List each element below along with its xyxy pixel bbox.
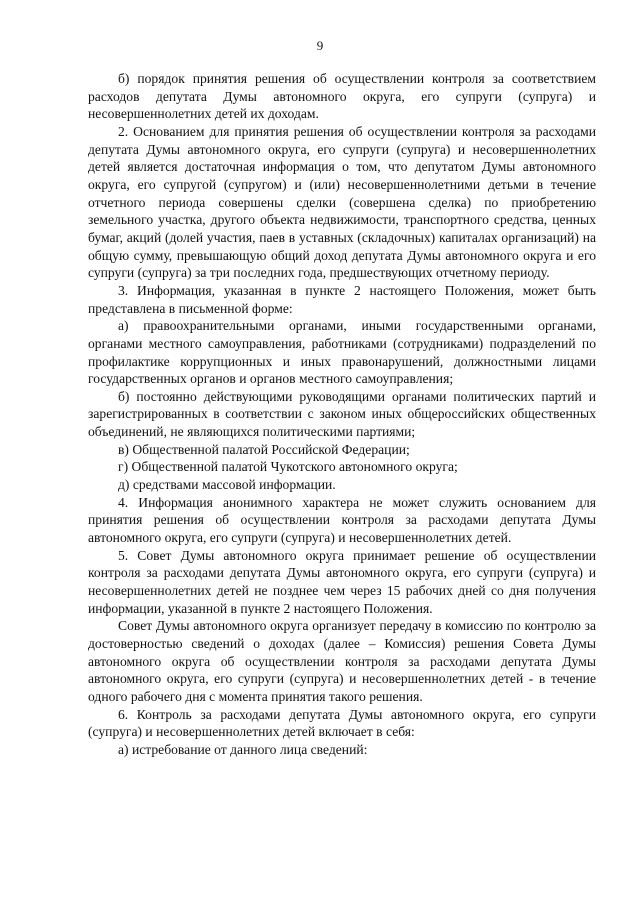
paragraph-1b: б) порядок принятия решения об осуществлении контроля за соответствием расходов депутата Думы автономного округа, его супруги (супруга) и несовершеннолетних детей их доходам. — [88, 71, 596, 122]
paragraph-6: 6. Контроль за расходами депутата Думы автономного округа, его супруги (супруга) и несовершеннолетних детей включает в себя: — [88, 706, 596, 740]
paragraph-3g: г) Общественной палатой Чукотского автономного округа; — [118, 459, 458, 475]
paragraph-2: 2. Основанием для принятия решения об осуществлении контроля за расходами депутата Думы автономного округа, его супруги (супруга) и несовершеннолетних детей является достаточная информация о том, что депутатом Думы автономного округа, его супругой (супругом) и (или) несовершеннолетними детьми в течение отчетного периода совершены сделки (совершена сделка) по приобретению земельного участка, другого объекта недвижимости, транспортного средства, ценных бумаг, акций (долей участия, паев в уставных (складочных) капиталах организаций) на общую сумму, превышающую общий доход депутата Думы автономного округа и его супруги (супруга) за три последних года, предшествующих отчетному периоду. — [88, 123, 596, 281]
paragraph-3d: д) средствами массовой информации. — [118, 477, 336, 493]
paragraph-6a: а) истребование от данного лица сведений: — [118, 741, 368, 757]
paragraph-3v: в) Общественной палатой Российской Федерации; — [118, 441, 410, 457]
paragraph-3b: б) постоянно действующими руководящими органами политических партий и зарегистрированных в соответствии с законом иных общероссийских общественных объединений, не являющихся политическими партиями; — [88, 388, 596, 440]
document-body — [88, 70, 596, 759]
paragraph-4: 4. Информация анонимного характера не может служить основанием для принятия решения об осуществлении контроля за расходами депутата Думы автономного округа, его супруги (супруга) и несовершеннолетних детей. — [88, 494, 596, 546]
page-number: 9 — [316, 38, 324, 53]
paragraph-3a: а) правоохранительными органами, иными государственными органами, органами местного самоуправления, работниками (сотрудниками) подразделений по профилактике коррупционных и иных правонарушений, должностными лицами государственных органов и органов местного самоуправления; — [88, 318, 596, 387]
paragraph-5-cont: Совет Думы автономного округа организует передачу в комиссию по контролю за достоверностью сведений о доходах (далее – Комиссия) решения Совета Думы автономного округа об осуществлении контроля за расходами депутата Думы автономного округа, его супруги (супруга) и несовершеннолетних детей - в течение одного рабочего дня с момента принятия такого решения. — [88, 618, 596, 704]
paragraph-5: 5. Совет Думы автономного округа принимает решение об осуществлении контроля за расходами депутата Думы автономного округа, его супруги (супруга) и несовершеннолетних детей не позднее чем через 15 рабочих дней со дня получения информации, указанной в пункте 2 настоящего Положения. — [88, 547, 596, 616]
paragraph-3: 3. Информация, указанная в пункте 2 настоящего Положения, может быть представлена в письменной форме: — [88, 282, 596, 316]
